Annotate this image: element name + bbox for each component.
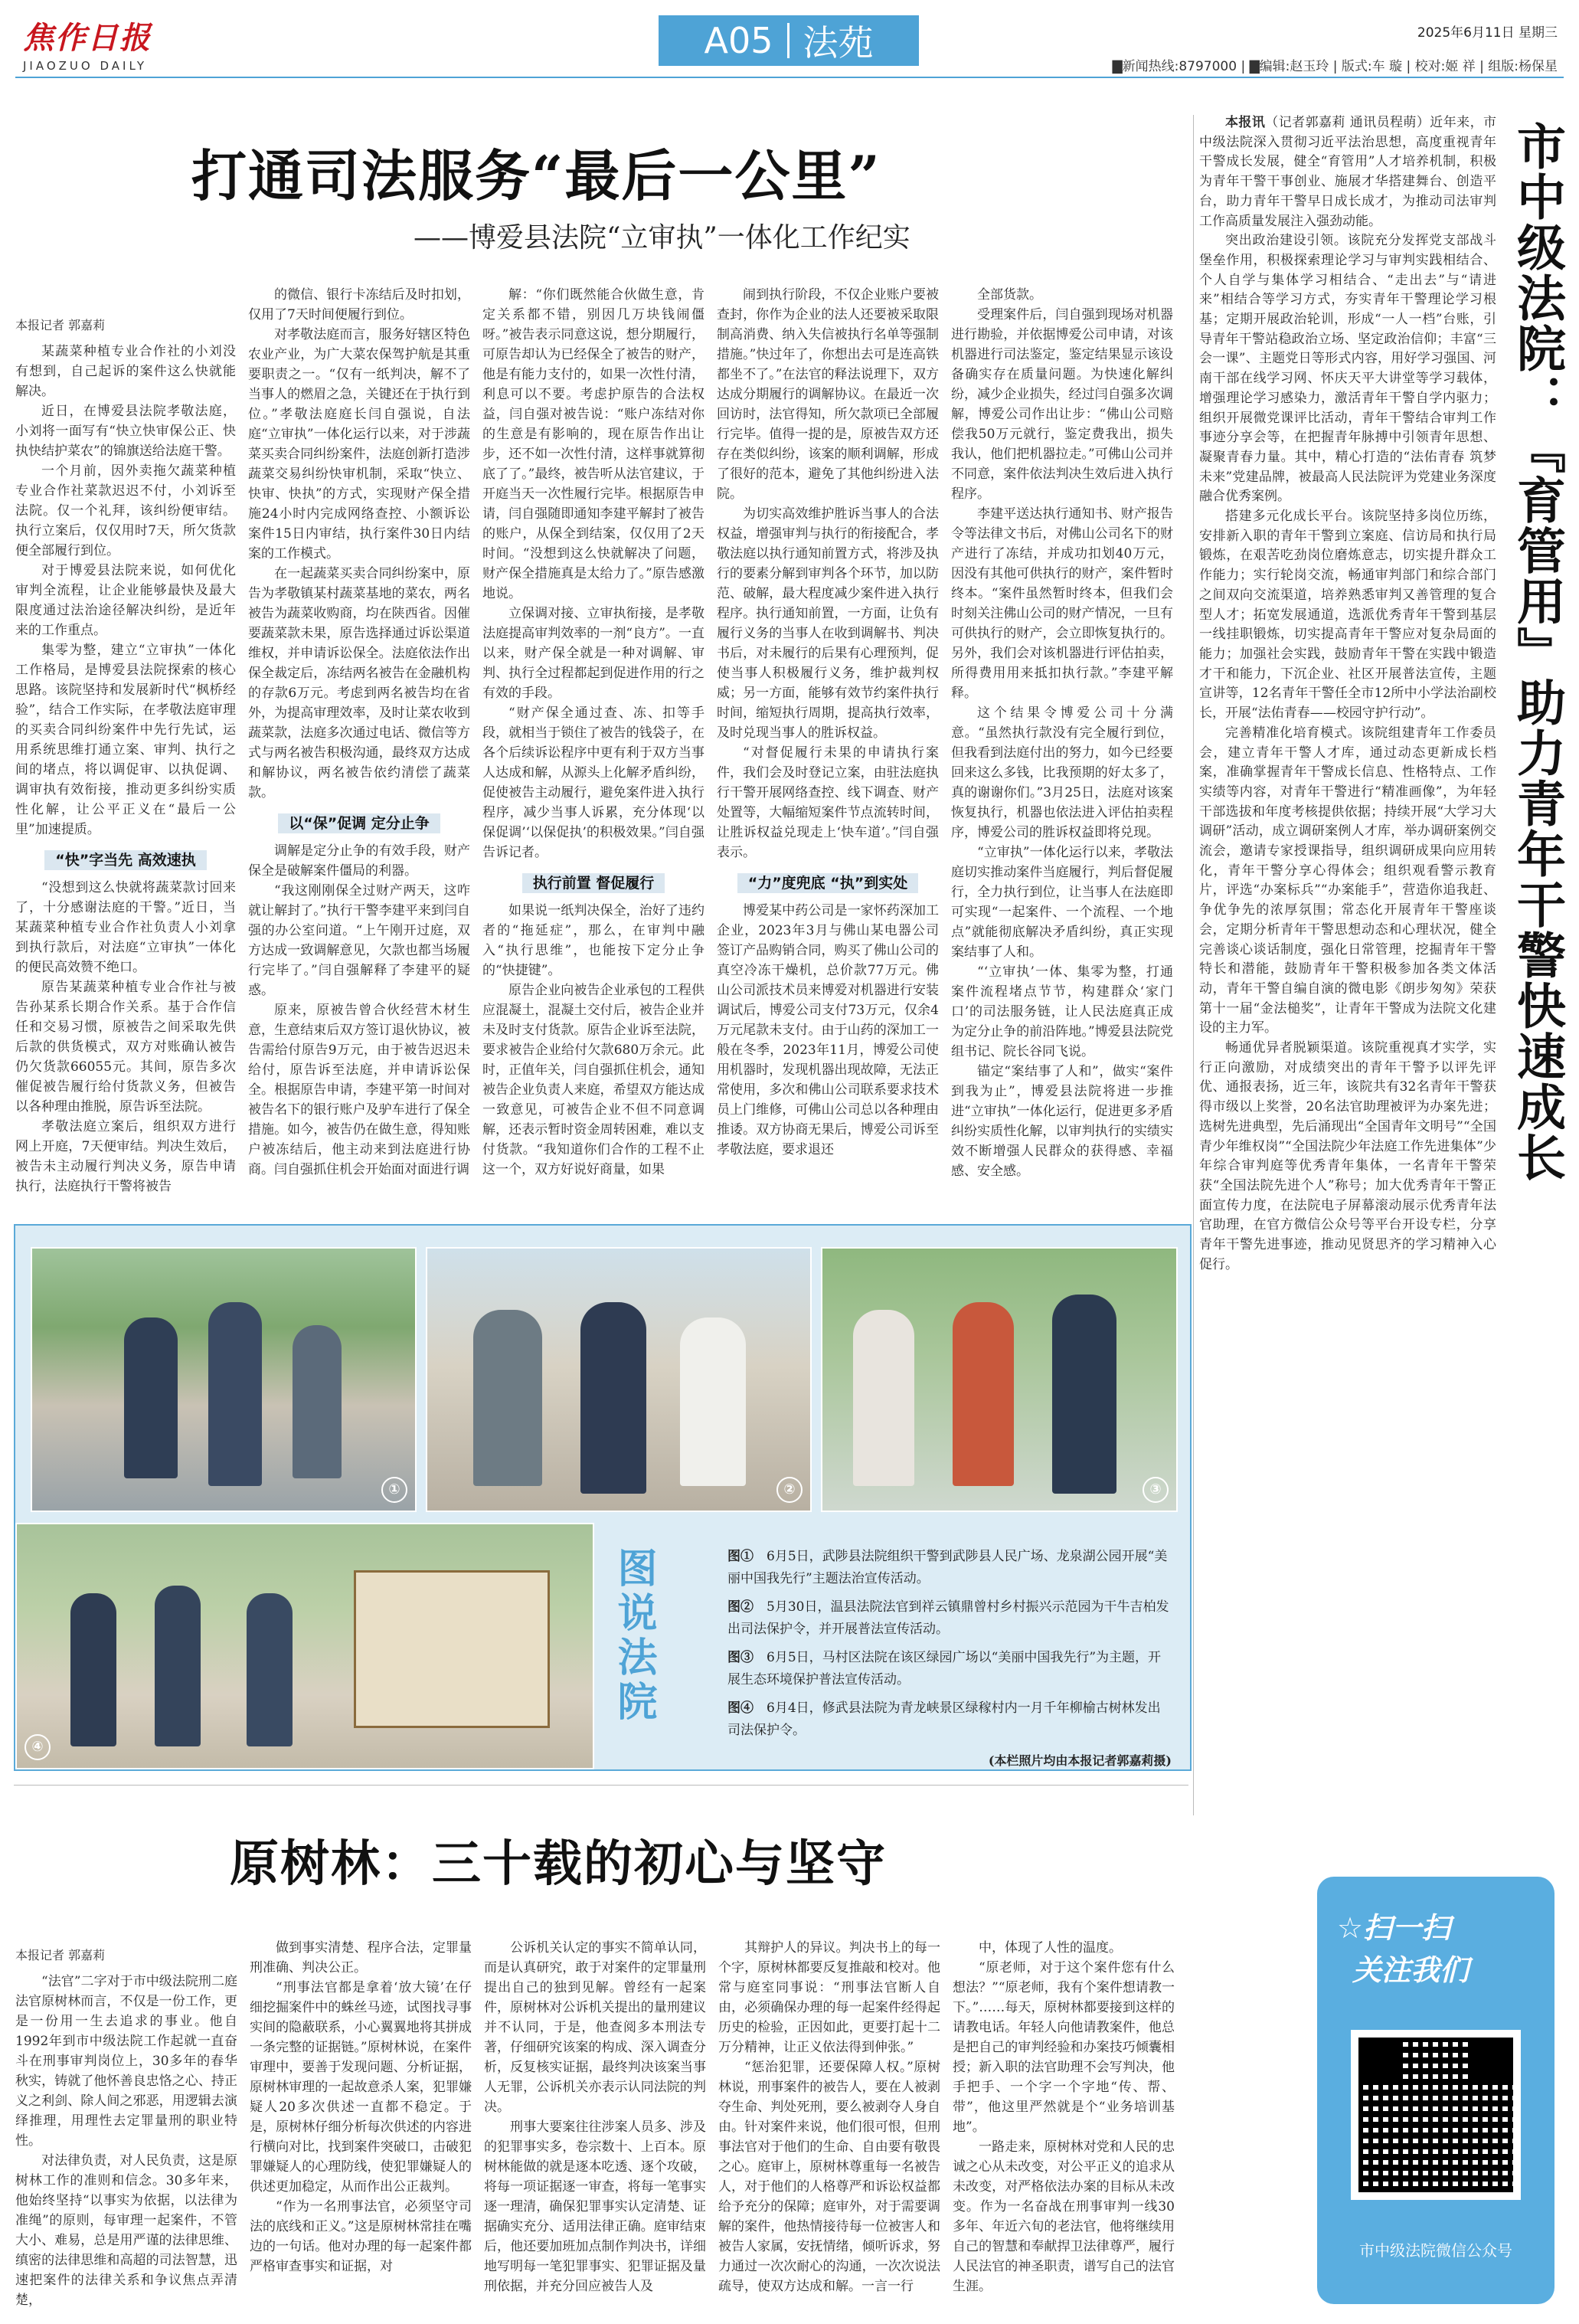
masthead-rule (15, 77, 1564, 78)
masthead (0, 0, 1579, 77)
photo-number: ① (381, 1477, 407, 1503)
promo-headline: ☆扫一扫 关注我们 (1337, 1911, 1469, 1987)
photo-credit: (本栏照片均由本报记者郭嘉莉摄) (988, 1753, 1172, 1768)
sidebar-intro: 本报讯（记者郭嘉莉 通讯员程萌）近年来，市中级法院深入贯彻习近平法治思想，高度重视青年干警成长发展，健全“育管用”人才培养机制，积极为青年干警干事创业、施展才华搭建舞台、创造平台，助力青年干警早日成长成才，为推动司法审判工作高质量发展注入强劲动能。 (1199, 115, 1497, 229)
caption-4: 图④ 6月4日，修武县法院为青龙峡景区绿稼村内一月千年柳榆古树林发出司法保护令。 (727, 1700, 1161, 1738)
article-column-5: 全部货款。 受理案件后，闫自强到现场对机器进行勘验，并依据博爱公司申请，对该机器进行司法鉴定，鉴定结果显示该设备确实存在质量问题。为快速化解纠纷，减少企业损失，经过闫自强多次调解，博爱公司作出让步：“佛山公司赔偿我50万元就行，鉴定费我出，损失我认，他们把机器拉走。”可佛山公司并不同意，案件依法判决生效后进入执行程序。 李建平送达执行通知书、财产报告令等法律文书后，对佛山公司名下的财产进行了冻结，并成功扣划40万元，因没有其他可供执行的财产，案件暂时终本。“案件虽然暂时终本，但我们会时刻关注佛山公司的财产情况，一旦有可供执行的财产，会立即恢复执行的。另外，我们会对该机器进行评估拍卖，所得费用用来抵扣执行款。”李建平解释。 这个结果令博爱公司十分满意。“虽然执行款没有完全履行到位，但我看到法庭付出的努力，如今已经要回来这么多钱，比我预期的好太多了，真的谢谢你们。”3月25日，法庭对该案恢复执行，机器也依法进入评估拍卖程序，博爱公司的胜诉权益即将兑现。 “立审执”一体化运行以来，孝敬法庭切实推动案件当庭履行，判后督促履行，全力执行到位，让当事人在法庭即可实现“一起案件、一个流程、一个地点”就能彻底解决矛盾纠纷，真正实现案结事了人和。 “‘立审执’一体、集零为整，打通案件流程堵点节节，构建群众‘家门口’的司法服务链，让人民法庭真正成为定分止争的前沿阵地。”博爱县法院党组书记、院长谷同飞说。 锚定“案结事了人和”，做实“案件到我为止”，博爱县法院将进一步推进“立审执”一体化运行，促进更多矛盾纠纷实质性化解，以审判执行的实绩实效不断增强人民群众的获得感、幸福感、安全感。 (951, 287, 1173, 1179)
sidebar-headline: 市中级法院：『育管用』助力青年干警快速成长 (1509, 121, 1566, 1183)
article-column-1: 本报记者 郭嘉莉 某蔬菜种植专业合作社的小刘没有想到，自己起诉的案件这么快就能解决。 近日，在博爱县法院孝敬法庭，小刘将一面写有“快立快审保公正、快执快结护菜农”的锦旗送给法庭干警。 一个月前，因外卖拖欠蔬菜种植专业合作社菜款迟迟不付，小刘诉至法院。仅一个礼拜，该纠纷便审结。执行立案后，仅仅用时7天，所欠货款便全部履行到位。 对于博爱县法院来说，如何优化审判全流程，让企业能够最快及最大限度通过法治途径解决纠纷，是近年来的工作重点。 集零为整，建立“立审执”一体化工作格局，是博爱县法院探索的核心思路。该院坚持和发展新时代“枫桥经验”，结合工作实际，在孝敬法庭审理的买卖合同纠纷案件中先行先试，运用系统思维打通立案、审判、执行之间的堵点，将以调促审、以执促调、调审执有效衔接，推动更多纠纷实质性化解，让公平正义在“最后一公里”加速提质。 “快”字当先 高效速执 “没想到这么快就将蔬菜款讨回来了，十分感谢法庭的干警。”近日，当某蔬菜种植专业合作社负责人小刘拿到执行款后，对法庭“立审执”一体化的便民高效赞不绝口。 原告某蔬菜种植专业合作社与被告孙某系长期合作关系。基于合作信任和交易习惯，原被告之间采取先供后款的供货模式，双方对账确认被告仍欠货款66055元。其间，原告多次催促被告履行给付货款义务，但被告以各种理由推脱，原告诉至法院。 孝敬法庭立案后，组织双方进行网上开庭，7天便审结。判决生效后，被告未主动履行判决义务，原告申请执行，法庭执行干警将被告 (15, 316, 236, 1204)
photo-4 (15, 1523, 594, 1769)
page-code: A05 (704, 20, 773, 61)
article2-title: 原树林：三十载的初心与坚守 (230, 1835, 887, 1893)
photo-1 (31, 1247, 417, 1512)
article-subtitle: ——博爱县法院“立审执”一体化工作纪实 (414, 222, 910, 254)
wechat-promo-box (1317, 1877, 1554, 2304)
photo-number: ③ (1143, 1477, 1169, 1503)
page-banner (659, 15, 919, 66)
caption-2: 图② 5月30日，温县法院法官到祥云镇鼎曾村乡村振兴示范园为干牛吉柏发出司法保护令，并开展普法宣传活动。 (727, 1599, 1169, 1637)
qr-code[interactable] (1351, 2030, 1521, 2200)
promo-caption: 市中级法院微信公众号 (1359, 2241, 1512, 2260)
article2-column-1: 本报记者 郭嘉莉 “法官”二字对于市中级法院刑二庭法官原树林而言，不仅是一份工作，更是一份用一生去追求的事业。他自1992年到市中级法院工作起就一直奋斗在刑事审判岗位上，30多年的春华秋实，铸就了他怀善良忠恪之心、持正义之利剑、除人间之邪恶，用逻辑去演绎推理，用理性去定罪量刑的职业特性。 对法律负责，对人民负责，这是原树林工作的准则和信念。30多年来，他始终坚持“以事实为依据，以法律为准绳”的原则，每审理一起案件，不管大小、难易，总是用严谨的法律思维、缜密的法律思维和高超的司法智慧，迅速把案件的法律关系和争议焦点弄清楚， (15, 1946, 237, 2318)
staff-line: ▇新闻热线:8797000 | ▇编辑:赵玉玲 | 版式:车 璇 | 校对:姬 祥 | 组版:杨保星 (1112, 59, 1558, 74)
byline: 本报记者 郭嘉莉 (15, 318, 106, 332)
subhead-1: “快”字当先 高效速执 (15, 850, 236, 870)
photo-captions (727, 1546, 1172, 1772)
subhead-3: 执行前置 督促履行 (482, 873, 705, 893)
article-column-3: 解：“你们既然能合伙做生意，肯定关系都不错，别因几万块钱闹僵呀。”被告表示同意这说，想分期履行，可原告却认为已经保全了被告的财产，他是有能力支付的，如果一次性付清，利息可以不要。考虑护原告的合法权益，闫自强对被告说：“账户冻结对你的生意是有影响的，现在原告作出让步，还不如一次性付清，这样事就算彻底了了。”最终，被告听从法官建议，于开庭当天一次性履行完毕。根据原告申请，闫自强随即通知李建平解封了被告的账户，从保全到结案，仅仅用了2天时间。“没想到这么快就解决了问题，财产保全措施真是太给力了。”原告感激地说。 立保调对接、立审执衔接，是孝敬法庭提高审判效率的一剂“良方”。一直以来，财产保全就是一种对调解、审判、执行全过程都起到促进作用的行之有效的手段。 “财产保全通过查、冻、扣等手段，就相当于锁住了被告的钱袋子，在各个后续诉讼程序中更有利于双方当事人达成和解，从源头上化解矛盾纠纷，促使被告主动履行，避免案件进入执行程序，减少当事人诉累，充分体现‘以保促调’‘以保促执’的积极效果。”闫自强告诉记者。 执行前置 督促履行 如果说一纸判决保全，治好了违约者的“拖延症”，那么，在审判中融入“执行思维”，也能按下定分止争的“快捷键”。 原告企业向被告企业承包的工程供应混凝土，混凝土交付后，被告企业并未及时支付货款。原告企业诉至法院，要求被告企业给付欠款680万余元。此时，正值年关，闫自强抓住机会，通知被告企业负责人来庭，希望双方能达成一致意见，可被告企业不但不同意调解，还表示暂时资金周转困难，难以支付货款。“我知道你们合作的工程不止这一个，双方好说好商量，如果 (482, 287, 705, 1177)
article-column-4: 闹到执行阶段，不仅企业账户要被查封，你作为企业的法人还要被采取限制高消费、纳入失信被执行名单等强制措施。”快过年了，你想出去可是连高铁都坐不了。”在法官的释法说理下，双方达成分期履行的调解协议。在最近一次回访时，法官得知，所欠款项已全部履行完毕。值得一提的是，原被告双方还存在类似纠纷，该案的顺利调解，形成了很好的范本，避免了其他纠纷进入法院。 为切实高效维护胜诉当事人的合法权益，增强审判与执行的衔接配合，孝敬法庭以执行通知前置方式，将涉及执行的要素分解到审判各个环节，加以防范、破解，最大程度减少案件进入执行程序。执行通知前置，一方面，让负有履行义务的当事人在收到调解书、判决书后，对未履行的后果有心理预判，促使当事人积极履行义务，维护裁判权威；另一方面，能够有效节约案件执行时间，缩短执行周期，提高执行效率，及时兑现当事人的胜诉权益。 “对督促履行未果的申请执行案件，我们会及时登记立案，由驻法庭执行干警开展网络查控、线下调查、财产处置等，大幅缩短案件节点流转时间，让胜诉权益兑现走上‘快车道’。”闫自强表示。 “力”度兜底 “执”到实处 博爱某中药公司是一家怀药深加工企业，2023年3月与佛山某电器公司签订产品购销合同，购买了佛山公司的真空冷冻干燥机，总价款77万元。佛山公司派技术员来博爱对机器进行安装调试后，博爱公司支付73万元，仅余4万元尾款未支付。由于山药的深加工一般在冬季，2023年11月，博爱公司使用机器时，发现机器出现故障，无法正常使用，多次和佛山公司联系要求技术员上门维修，可佛山公司总以各种理由推诿。双方协商无果后，博爱公司诉至孝敬法庭，要求退还 (717, 287, 939, 1157)
article2-column-3: 公诉机关认定的事实不简单认同，而是认真研究，敢于对案件的定罪量刑提出自己的独到见解。曾经有一起案件，原树林对公诉机关提出的量刑建议并不认同，于是，他查阅多本刑法专著，仔细研究该案的构成、深入调查分析，反复核实证据，最终判决该案当事人无罪，公诉机关亦表示认同法院的判决。 刑事大要案往往涉案人员多、涉及的犯罪事实多，卷宗数十、上百本。原树林能做的就是逐本吃透、逐个攻破，将每一项证据逐一审查，将每一笔事实逐一理清，确保犯罪事实认定清楚、证据确实充分、适用法律正确。庭审结束后，他还要加班加点制作判决书，详细地写明每一笔犯罪事实、犯罪证据及量刑依据，并充分回应被告人及 (484, 1940, 706, 2294)
article-column-2: 的微信、银行卡冻结后及时扣划，仅用了7天时间便履行到位。 对孝敬法庭而言，服务好辖区特色农业产业，为广大菜农保驾护航是其重要职责之一。“仅有一纸判决，解不了当事人的燃眉之急，关键还在于执行到位。”孝敬法庭庭长闫自强说，自法庭“立审执”一体化运行以来，对于涉蔬菜买卖合同纠纷案件，法庭创新打造涉蔬菜交易纠纷快审机制，采取“快立、快审、快执”的方式，实现财产保全措施24小时内完成网络查控、小额诉讼案件15日内审结，执行案件30日内结案的工作模式。 在一起蔬菜买卖合同纠纷案中，原告为孝敬镇某村蔬菜基地的菜农，两名被告为蔬菜收购商，均在陕西省。因催要蔬菜款未果，原告选择通过诉讼渠道维权，并申请诉讼保全。法庭依法作出保全裁定后，冻结两名被告在金融机构的存款6万元。考虑到两名被告均在省外，为提高审理效率，及时让菜农收到蔬菜款，法庭多次通过电话、微信等方式与两名被告积极沟通，最终双方达成和解协议，两名被告依约清偿了蔬菜款。 以“保”促调 定分止争 调解是定分止争的有效手段，财产保全是破解案件僵局的利器。 “我这刚刚保全过财产两天，这咋就让解封了。”执行干警李建平来到闫自强的办公室问道。“上午刚开过庭，双方达成一致调解意见，欠款也都当场履行完毕了。”闫自强解释了李建平的疑惑。 原来，原被告曾合伙经营木材生意，生意结束后双方签订退伙协议，被告需给付原告9万元，由于被告迟迟未给付，原告诉至法庭，并申请诉讼保全。根据原告申请，李建平第一时间对被告名下的银行账户及驴车进行了保全措施。如今，被告仍在做生意，得知账户被冻结后，他主动来到法庭进行协商。闫自强抓住机会开始面对面进行调 (248, 287, 470, 1177)
photo-3 (821, 1247, 1178, 1512)
article2-column-4: 其辩护人的异议。判决书上的每一个字，原树林都要反复推敲和校对。他常与庭室同事说：“刑事法官断人自由，必须确保办理的每一起案件经得起历史的检验，正因如此，更要打起十二万分精神，让正义依法得到伸张。” “惩治犯罪，还要保障人权。”原树林说，刑事案件的被告人，要在人被剥夺生命、判处死刑，要么被剥夺人身自由。针对案件来说，他们很可恨，但刑事法官对于他们的生命、自由要有敬畏之心。庭审上，原树林尊重每一名被告人，对于他们的人格尊严和诉讼权益都给予充分的保障；庭审外，对于需要调解的案件，他热情接待每一位被害人和被告人家属，安抚情绪，倾听诉求，努力通过一次次耐心的沟通，一次次说法疏导，使双方达成和解。一言一行 (718, 1940, 940, 2294)
photo-number: ④ (25, 1734, 51, 1760)
photo-2 (426, 1247, 812, 1512)
section-rule (14, 1785, 1188, 1786)
photo-number: ② (776, 1477, 803, 1503)
subhead-4: “力”度兜底 “执”到实处 (717, 873, 939, 893)
section-name: 法苑 (803, 22, 874, 64)
byline: 本报记者 郭嘉莉 (15, 1948, 106, 1962)
article2-column-5: 中，体现了人性的温度。 “原老师，对于这个案件您有什么想法？”“原老师，我有个案件想请教一下。”……每天，原树林都要接到这样的请教电话。年轻人向他请教案件，他总是把自己的审判经验和办案技巧倾囊相授；新入职的法官助理不会写判决，他手把手、一个字一个字地“传、帮、带”，他这里严然就是个“业务培训基地”。 一路走来，原树林对党和人民的忠诚之心从未改变，对公平正义的追求从未改变，对严格依法办案的目标从未改变。作为一名奋战在刑事审判一线30多年、年近六旬的老法官，他将继续用自己的智慧和奉献捍卫法律尊严，履行人民法官的神圣职责，谱写自己的法官生涯。 (953, 1940, 1175, 2294)
newspaper-logo: 焦作日报 JIAOZUO DAILY (23, 20, 152, 73)
caption-3: 图③ 6月5日，马村区法院在该区绿园广场以“美丽中国我先行”为主题，开展生态环境保护普法宣传活动。 (727, 1650, 1162, 1687)
caption-1: 图① 6月5日，武陟县法院组织干警到武陟县人民广场、龙泉湖公园开展“美丽中国我先行”主题法治宣传活动。 (727, 1549, 1168, 1586)
article-title: 打通司法服务“最后一公里” (191, 143, 881, 208)
photo-section (14, 1224, 1192, 1771)
subhead-2: 以“保”促调 定分止争 (248, 813, 470, 833)
photo-section-heading: 图说法院 (610, 1547, 657, 1725)
sidebar-divider (1193, 115, 1194, 1815)
issue-date: 2025年6月11日 星期三 (1417, 25, 1558, 41)
article2-column-2: 做到事实清楚、程序合法，定罪量刑准确、判决公正。 “刑事法官都是拿着‘放大镜’在仔细挖掘案件中的蛛丝马迹，试图找寻事实间的隐蔽联系，小心翼翼地将其拼成一条完整的证据链。”原树林说，在案件审理中，要善于发现问题、分析证据，原树林审理的一起故意杀人案，犯罪嫌疑人20多次供述一直都不稳定。于是，原树林仔细分析每次供述的内容进行横向对比，找到案件突破口，击破犯罪嫌疑人的心理防线，使犯罪嫌疑人的供述更加稳定，从而作出公正裁判。 “作为一名刑事法官，必须坚守司法的底线和正义。”这是原树林常挂在嘴边的一句话。他对办理的每一起案件都严格审查事实和证据，对 (250, 1940, 472, 2274)
col1-paragraphs: 某蔬菜种植专业合作社的小刘没有想到，自己起诉的案件这么快就能解决。 近日，在博爱县法院孝敬法庭，小刘将一面写有“快立快审保公正、快执快结护菜农”的锦旗送给法庭干警。 一个月前，因外卖拖欠蔬菜种植专业合作社菜款迟迟不付，小刘诉至法院。仅一个礼拜，该纠纷便审结。执行立案后，仅仅用时7天，所欠货款便全部履行到位。 对于博爱县法院来说，如何优化审判全流程，让企业能够最快及最大限度通过法治途径解决纠纷，是近年来的工作重点。 集零为整，建立“立审执”一体化工作格局，是博爱县法院探索的核心思路。该院坚持和发展新时代“枫桥经验”，结合工作实际，在孝敬法庭审理的买卖合同纠纷案件中先行先试，运用系统思维打通立案、审判、执行之间的堵点，将以调促审、以执促调、调审执有效衔接，推动更多纠纷实质性化解，让公平正义在“最后一公里”加速提质。 (15, 344, 236, 837)
sidebar-article: 市中级法院：『育管用』助力青年干警快速成长 本报讯（记者郭嘉莉 通讯员程萌）近年来，市中级法院深入贯彻习近平法治思想，高度重视青年干警成长发展，健全“育管用”人才培养机制，积极为青年干警干事创业、施展才华搭建舞台、创造平台，助力青年干警早日成长成才，为推动司法审判工作高质量发展注入强劲动能。 突出政治建设引领。该院充分发挥党支部战斗堡垒作用，积极探索理论学习与审判实践相结合、个人自学与集体学习相结合、“走出去”与“请进来”相结合等学习方式，夯实青年干警理论学习根基；定期开展政治轮训，形成“一人一档”台账，引导青年干警站稳政治立场、坚定政治信仰；丰富“三会一课”、主题党日等形式内容，用好学习强国、河南干部在线学习网、怀庆天平大讲堂等学习载体，增强理论学习感染力，激活青年干警自学内驱力；组织开展微党课评比活动，青年干警结合审判工作事迹分享会等，在把握青年脉搏中引领青年思想、凝聚青春力量。其中，精心打造的“法佑青春 筑梦未来”党建品牌，被最高人民法院评为党建业务深度融合优秀案例。 搭建多元化成长平台。该院坚持多岗位历练，安排新入职的青年干警到立案庭、信访局和执行局锻炼，在艰苦吃劲岗位磨炼意志，切实提升群众工作能力；实行轮岗交流，畅通审判部门和综合部门之间双向交流渠道，培养熟悉审判又善管理的复合型人才；拓宽发展通道，选派优秀青年干警到基层一线挂职锻炼，切实提高青年干警应对复杂局面的能力；加强社会实践，鼓励青年干警在实践中锻造才干和能力，下沉企业、社区开展普法宣传，主题宣讲等，12名青年干警任全市12所中小学法治副校长，开展“法佑青春——校园守护行动”。 完善精准化培育模式。该院组建青年工作委员会，建立青年干警人才库，通过动态更新成长档案，准确掌握青年干警成长信息、性格特点、工作实绩等内容，对青年干警进行“精准画像”，为年轻干部选拔和年度考核提供依据；持续开展“大学习大调研”活动，成立调研案例人才库，举办调研案例交流会，邀请专家授课指导，组织调研成果向应用转化，青年干警分享心得体会；组织观看警示教育片，评选“办案标兵”“办案能手”，营造你追我赶、争优争先的浓厚氛围；常态化开展青年干警座谈会，定期分析青年干警思想动态和心理状况，健全完善谈心谈话制度，强化日常管理，挖掘青年干警特长和潜能，鼓励青年干警积极参加各类文体活动，青年干警自编自演的微电影《朗步匆匆》荣获第十一届“金法槌奖”，让青年干警成为法院文化建设的主力军。 畅通优异者脱颖渠道。该院重视真才实学，实行正向激励，对成绩突出的青年干警予以评先评优、通报表扬，近三年，该院共有32名青年干警获得市级以上奖誉，20名法官助理被评为办案先进；选树先进典型，先后涌现出“全国青年文明号”“全国青少年维权岗”“全国法院少年法庭工作先进集体”少年综合审判庭等优秀青年集体，一名青年干警荣获“全国法院先进个人”称号；加大优秀青年干警正面宣传力度，在法院电子屏幕滚动展示优秀青年法官助理，在官方微信公众号等平台开设专栏，分享青年干警先进事迹，推动见贤思齐的学习精神入心促行。 (1199, 113, 1567, 1829)
